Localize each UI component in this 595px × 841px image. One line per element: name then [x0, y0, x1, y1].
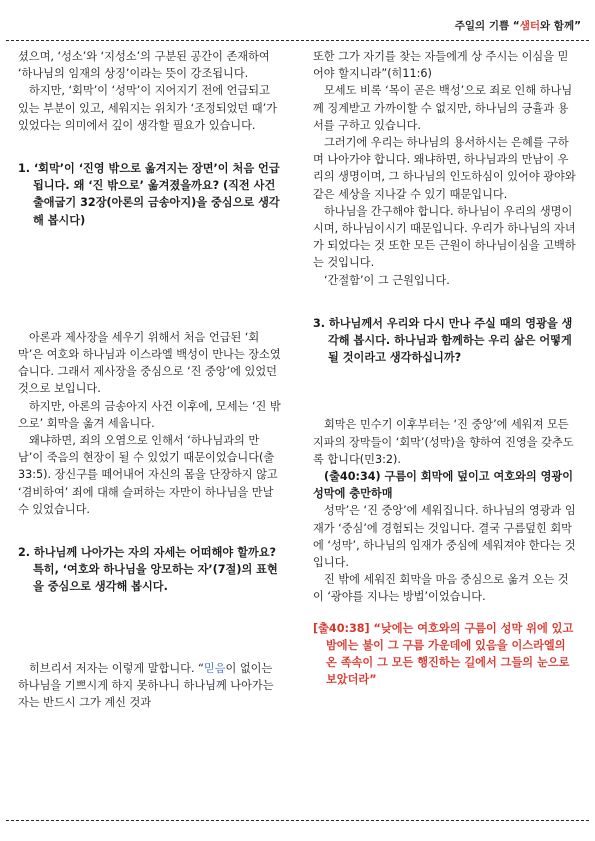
- left-paragraph-3: 아론과 제사장을 세우기 위해서 처음 언급된 ‘회막’은 여호와 하나님과 이스라엘 백성이 만나는 장소였습니다. 그래서 제사장을 중심으로 ‘진 중앙’에 있었던 것으로 보입니다.: [18, 330, 281, 396]
- header-title-prefix: 주일의 기쁨 “: [454, 20, 520, 32]
- right-paragraph-1: 또한 그가 자기를 찾는 자들에게 상 주시는 이심을 믿어야 할지니라”(히11:6): [313, 50, 569, 81]
- bottom-divider: [6, 820, 589, 821]
- right-paragraph-7: 성막’은 ‘진 중앙’에 세워집니다. 하나님의 영광과 임재가 ‘중심’에 경험되는 것입니다. 결국 구름덮힌 회막에 ‘성막’, 하나님의 임재가 중심에 세워져야 한다는 것입니다.: [313, 504, 576, 570]
- header-title: [455, 18, 581, 33]
- question-3: 3. 하나님께서 우리와 다시 만나 주실 때의 영광을 생각해 봅시다. 하나님과 함께하는 우리 삶은 어떻게 될 것이라고 생각하십니까?: [313, 316, 573, 365]
- right-paragraph-2: 모세도 비록 ‘목이 곧은 백성’으로 죄로 인해 하나님께 징계받고 가까이할 수 없지만, 하나님의 긍휼과 용서를 구하고 있습니다.: [313, 84, 573, 132]
- right-paragraph-5: ‘간절함’이 그 근원입니다.: [324, 273, 450, 287]
- right-paragraph-3: 그러기에 우리는 하나님의 용서하시는 은혜를 구하며 나아가야 합니다. 왜냐하면, 하나님과의 만남이 우리의 생명이며, 그 하나님의 인도하심이 있어야 광야와 같은 세상을 지나갈 수 있기 때문입니다.: [313, 136, 576, 201]
- question-2: 2. 하나님께 나아가는 자의 자세는 어떠해야 할까요? 특히, ‘여호와 하나님을 앙모하는 자’(7절)의 표현을 중심으로 생각해 봅시다.: [18, 546, 278, 594]
- question-1: 1. ‘회막’이 ‘진영 밖으로 옮겨지는 장면’이 처음 언급됩니다. 왜 ‘진 밖으로’ 옮겨졌을까요? (직전 사건 출애굽기 32장(아론의 금송아지)을 중심으로 생각해 봅시다): [18, 162, 280, 227]
- left-paragraph-4: 하지만, 아론의 금송아지 사건 이후에, 모세는 ‘진 밖으로’ 회막을 옮겨 세웁니다.: [18, 399, 281, 430]
- left-paragraph-6-end: 이 없이는 하나님을 기쁘시게 하지 못하나니 하나님께 나아가는 자는 반드시 그가 계신 것과: [18, 661, 274, 710]
- faith-highlight: 믿음: [203, 661, 226, 675]
- left-paragraph-5: 왜냐하면, 죄의 오염으로 인해서 ‘하나님과의 만남’이 죽음의 현장이 될 수 있었기 때문이었습니다(출33:5). 장신구를 떼어내어 자신의 몸을 단장하지 않고 ‘겸비하여’ 죄에 대해 슬퍼하는 자만이 하나님을 만날 수 있었습니다.: [18, 434, 278, 516]
- verse-exodus-40-34: (출40:34) 구름이 회막에 덮이고 여호와의 영광이 성막에 충만하매: [313, 470, 574, 501]
- left-paragraph-1: 셨으며, ‘성소’와 ‘지성소’의 구분된 공간이 존재하여 ‘하나님의 임재의 상징’이라는 뜻이 강조됩니다.: [18, 50, 270, 81]
- page-header: [0, 0, 595, 34]
- verse-exodus-40-38: [출40:38] “낮에는 여호와의 구름이 성막 위에 있고 밤에는 불이 그 구름 가운데에 있음을 이스라엘의 온 족속이 그 모든 행진하는 길에서 그들의 눈으로 보았더라”: [313, 621, 574, 687]
- top-divider: [6, 40, 589, 41]
- header-title-accent: 샘터: [519, 20, 540, 32]
- header-title-suffix: 와 함께”: [540, 20, 581, 32]
- right-column: [313, 48, 579, 689]
- left-paragraph-6-start: 히브리서 저자는 이렇게 말합니다. “: [29, 661, 204, 675]
- left-paragraph-6: [18, 660, 284, 712]
- right-paragraph-8: 진 밖에 세워진 회막을 마음 중심으로 옮겨 오는 것이 ‘광야를 지나는 방법’이었습니다.: [313, 573, 569, 604]
- left-paragraph-2: 하지만, ‘회막’이 ‘성막’이 지어지기 전에 언급되고 있는 부분이 있고, 세워지는 위치가 ‘조정되었던 때’가 있었다는 의미에서 깊이 생각할 필요가 있습니다.: [18, 84, 277, 132]
- right-paragraph-4: 하나님을 간구해야 합니다. 하나님이 우리의 생명이시며, 하나님이시기 때문입니다. 우리가 하나님의 자녀가 되었다는 것 또한 모든 근원이 하나님이심을 고백하는 것입니다.: [313, 204, 576, 270]
- right-paragraph-6: 회막은 민수기 이후부터는 ‘진 중앙’에 세워져 모든 지파의 장막들이 ‘회막’(성막)을 향하여 진영을 갖추도록 합니다(민3:2).: [313, 418, 574, 466]
- left-column: [18, 48, 284, 711]
